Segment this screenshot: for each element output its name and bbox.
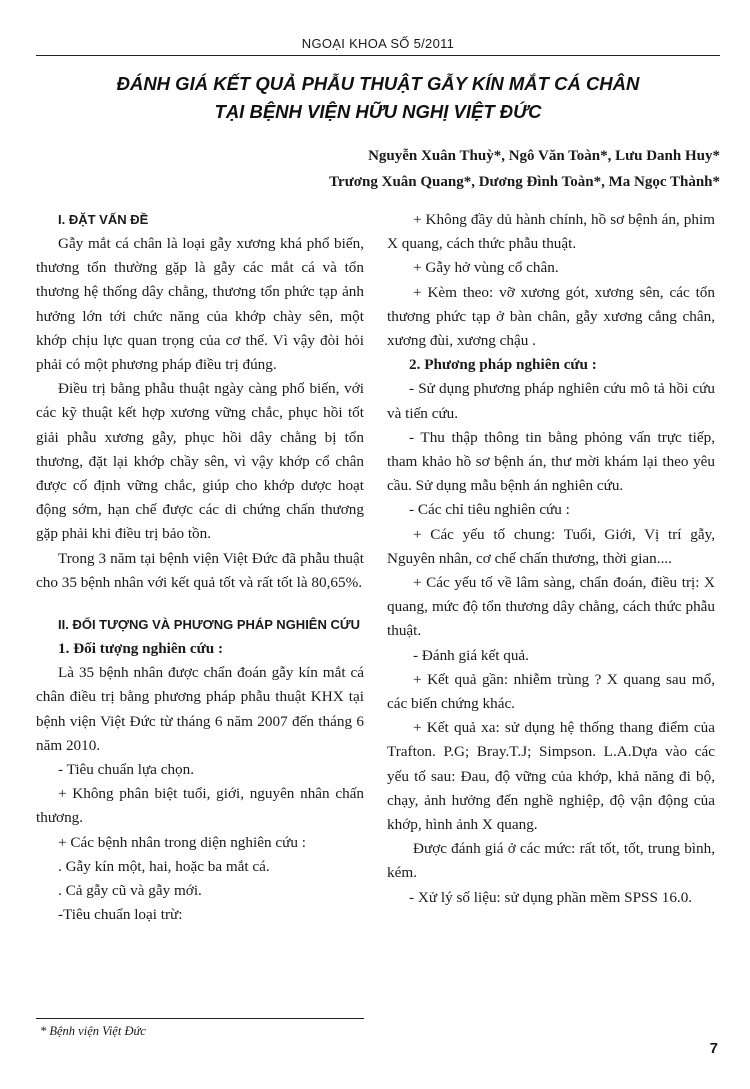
list-item: - Tiêu chuẩn lựa chọn. — [58, 761, 195, 779]
paragraph: Được đánh giá ở các mức: rất tốt, tốt, trung bình, kém. — [387, 840, 715, 882]
paragraph: Là 35 bệnh nhân được chẩn đoán gẫy kín mắt cá chân điều trị bằng phương pháp phẫu thuật KHX tại bệnh viện Việt Đức từ tháng 6 năm 2007 đến tháng 6 năm 2010. — [36, 664, 364, 754]
list-item: + Các yếu tố chung: Tuổi, Giới, Vị trí gẫy, Nguyên nhân, cơ chế chấn thương, thời gian.... — [387, 525, 715, 567]
paragraph: Trong 3 năm tại bệnh viện Việt Đức đã phẫu thuật cho 35 bệnh nhân với kết quả tốt và rất tốt là 80,65%. — [36, 549, 364, 591]
footnote-rule — [36, 1018, 364, 1019]
footnote-text: Bệnh viện Việt Đức — [49, 1024, 146, 1038]
page-number: 7 — [709, 1040, 718, 1057]
list-item: + Các bệnh nhân trong diện nghiên cứu : — [58, 833, 306, 851]
header-rule — [36, 55, 720, 56]
paragraph: Gẫy mắt cá chân là loại gẫy xương khá phổ biến, thương tổn thường gặp là gẫy các mắt cá và tổn thương hệ thống dây chằng, thương tổn phức tạp ảnh hưởng lớn tới chức năng của khớp chày sên, một khớp chịu lực quan trọng của cơ thể. Vì vậy đòi hỏi phải có một phương pháp điều trị đúng. — [36, 235, 364, 374]
section-heading-intro: I. ĐẶT VẤN ĐỀ — [58, 212, 149, 227]
authors-line-2: Trương Xuân Quang*, Dương Đình Toàn*, Ma Ngọc Thành* — [329, 174, 720, 190]
journal-header: NGOẠI KHOA SỐ 5/2011 — [301, 36, 455, 51]
article-title — [36, 70, 720, 126]
list-item: + Kèm theo: vỡ xương gót, xương sên, các tổn thương phức tạp ở bàn chân, gẫy xương cẳng chân, xương đùi, xương chậu . — [387, 283, 715, 350]
left-column — [36, 208, 364, 927]
title-line-2: TẠI BỆNH VIỆN HỮU NGHỊ VIỆT ĐỨC — [214, 101, 542, 122]
subheading-methods: 2. Phương pháp nghiên cứu : — [409, 356, 597, 374]
list-item: . Cả gẫy cũ và gẫy mới. — [58, 882, 202, 900]
list-item: + Không đầy dủ hành chính, hồ sơ bệnh án, phim X quang, cách thức phẫu thuật. — [387, 211, 715, 253]
list-item: - Xử lý số liệu: sử dụng phần mềm SPSS 16.0. — [409, 888, 693, 906]
authors-line-1: Nguyễn Xuân Thuỳ*, Ngô Văn Toàn*, Lưu Danh Huy* — [368, 148, 720, 164]
section-heading-methods: II. ĐỐI TƯỢNG VÀ PHƯƠNG PHÁP NGHIÊN CỨU — [58, 617, 361, 633]
footnote-mark: * — [40, 1024, 47, 1038]
author-list — [329, 143, 720, 195]
list-item: + Gẫy hở vùng cổ chân. — [413, 259, 559, 277]
list-item: - Đánh giá kết quả. — [413, 646, 529, 664]
title-line-1: ĐÁNH GIÁ KẾT QUẢ PHẪU THUẬT GẪY KÍN MẮT CÁ CHÂN — [116, 73, 640, 94]
list-item: + Kết quả gần: nhiễm trùng ? X quang sau mổ, các biến chứng khác. — [387, 670, 715, 713]
right-column — [387, 208, 715, 910]
list-item: + Các yếu tố về lâm sàng, chẩn đoán, điều trị: X quang, mức độ tổn thương dây chằng, cách thức phẫu thuật. — [387, 574, 715, 640]
paragraph: Điều trị bằng phẫu thuật ngày càng phổ biến, với các kỹ thuật kết hợp xương vững chắc, phục hồi tốt giải phẫu xương gẫy, phục hồi dây chằng bị tổn thương, đặt lại khớp chầy sên, vì vậy khớp cổ chân được cố định vững chắc, giúp cho khớp dược hoạt động sớm, hạn chế được các di chứng chấn thương gặp phải khi điều trị bảo tồn. — [36, 380, 364, 543]
list-item: - Sử dụng phương pháp nghiên cứu mô tả hồi cứu và tiến cứu. — [387, 380, 715, 422]
subheading-subjects: 1. Đối tượng nghiên cứu : — [58, 640, 224, 658]
list-item: - Thu thập thông tin bằng phỏng vấn trực tiếp, tham khảo hồ sơ bệnh án, thư mời khám lại theo yêu cầu. Sử dụng mẫu bệnh án nghiên cứu. — [387, 428, 715, 495]
list-item: -Tiêu chuẩn loại trừ: — [58, 906, 183, 924]
footnote — [40, 1024, 146, 1039]
list-item: + Kết quả xa: sử dụng hệ thống thang điểm của Trafton. P.G; Bray.T.J; Simpson. L.A.Dựa vào các yếu tố sau: Đau, độ vững của khớp, khả năng đi bộ, chạy, ảnh hưởng đến nghề nghiệp, độ vận động của khớp, hình ảnh X quang. — [387, 719, 715, 834]
list-item: - Các chỉ tiêu nghiên cứu : — [409, 501, 570, 519]
list-item: + Không phân biệt tuổi, giới, nguyên nhân chấn thương. — [36, 785, 364, 827]
list-item: . Gẫy kín một, hai, hoặc ba mắt cá. — [58, 857, 270, 875]
